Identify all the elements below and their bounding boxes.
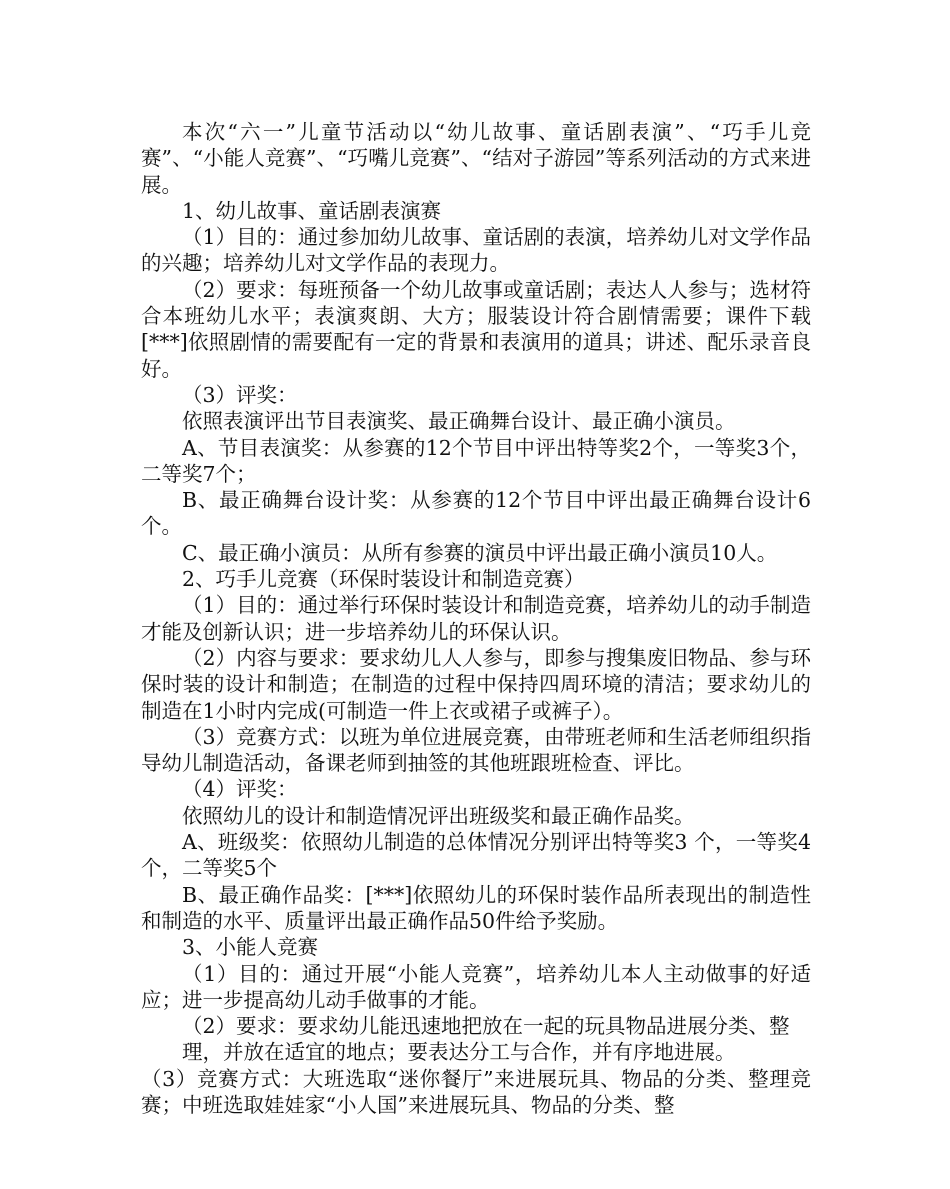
section-heading: 2、巧手儿竞赛（环保时装设计和制造竞赛） <box>182 567 585 592</box>
paragraph: C、最正确小演员：从所有参赛的演员中评出最正确小演员10人。 <box>182 540 778 565</box>
paragraph: A、节目表演奖：从参赛的12个节目中评出特等奖2个，一等奖3个，二等奖7个； <box>141 435 811 486</box>
paragraph: （1）目的：通过举行环保时装设计和制造竞赛，培养幼儿的动手制造才能及创新认识；进一步培养幼儿的环保认识。 <box>141 593 811 644</box>
paragraph: A、班级奖：依照幼儿制造的总体情况分别评出特等奖3 个，一等奖4个，二等奖5个 <box>141 830 811 881</box>
paragraph: 依照幼儿的设计和制造情况评出班级奖和最正确作品奖。 <box>182 803 695 828</box>
document-page <box>141 119 811 1118</box>
paragraph: （2）要求：每班预备一个幼儿故事或童话剧；表达人人参与；选材符合本班幼儿水平；表演爽朗、大方；服装设计符合剧情需要；课件下载[***]依照剧情的需要配有一定的背景和表演用的道具；讲述、配乐录音良好。 <box>141 277 811 381</box>
paragraph: B、最正确舞台设计奖：从参赛的12个节目中评出最正确舞台设计6个。 <box>141 488 811 539</box>
paragraph: 理，并放在适宜的地点；要表达分工与合作，并有序地进展。 <box>182 1040 736 1065</box>
paragraph: （3）竞赛方式：大班选取“迷你餐厅”来进展玩具、物品的分类、整理竞赛；中班选取娃娃家“小人国”来进展玩具、物品的分类、整 <box>141 1066 811 1117</box>
section-heading: 3、小能人竞赛 <box>182 935 319 960</box>
paragraph: 本次“六一”儿童节活动以“幼儿故事、童话剧表演”、“巧手儿竞赛”、“小能人竞赛”、“巧嘴儿竞赛”、“结对子游园”等系列活动的方式来进展。 <box>141 120 811 197</box>
paragraph: （2）内容与要求：要求幼儿人人参与，即参与搜集废旧物品、参与环保时装的设计和制造；在制造的过程中保持四周环境的清洁；要求幼儿的制造在1小时内完成(可制造一件上衣或裙子或裤子）。 <box>141 645 811 723</box>
paragraph: 依照表演评出节目表演奖、最正确舞台设计、最正确小演员。 <box>182 409 736 434</box>
paragraph: B、最正确作品奖：[***]依照幼儿的环保时装作品所表现出的制造性和制造的水平、质量评出最正确作品50件给予奖励。 <box>141 882 811 933</box>
paragraph: （1）目的：通过参加幼儿故事、童话剧的表演，培养幼儿对文学作品的兴趣；培养幼儿对文学作品的表现力。 <box>141 225 811 276</box>
paragraph: （3）竞赛方式：以班为单位进展竞赛，由带班老师和生活老师组织指导幼儿制造活动，备课老师到抽签的其他班跟班检查、评比。 <box>141 724 811 776</box>
paragraph: （3）评奖： <box>182 382 298 407</box>
section-heading: 1、幼儿故事、童话剧表演赛 <box>182 198 442 223</box>
paragraph: （2）要求：要求幼儿能迅速地把放在一起的玩具物品进展分类、整 <box>182 1014 790 1039</box>
paragraph: （4）评奖： <box>182 777 298 802</box>
paragraph: （1）目的：通过开展“小能人竞赛”，培养幼儿本人主动做事的好适应；进一步提高幼儿动手做事的才能。 <box>141 961 811 1012</box>
